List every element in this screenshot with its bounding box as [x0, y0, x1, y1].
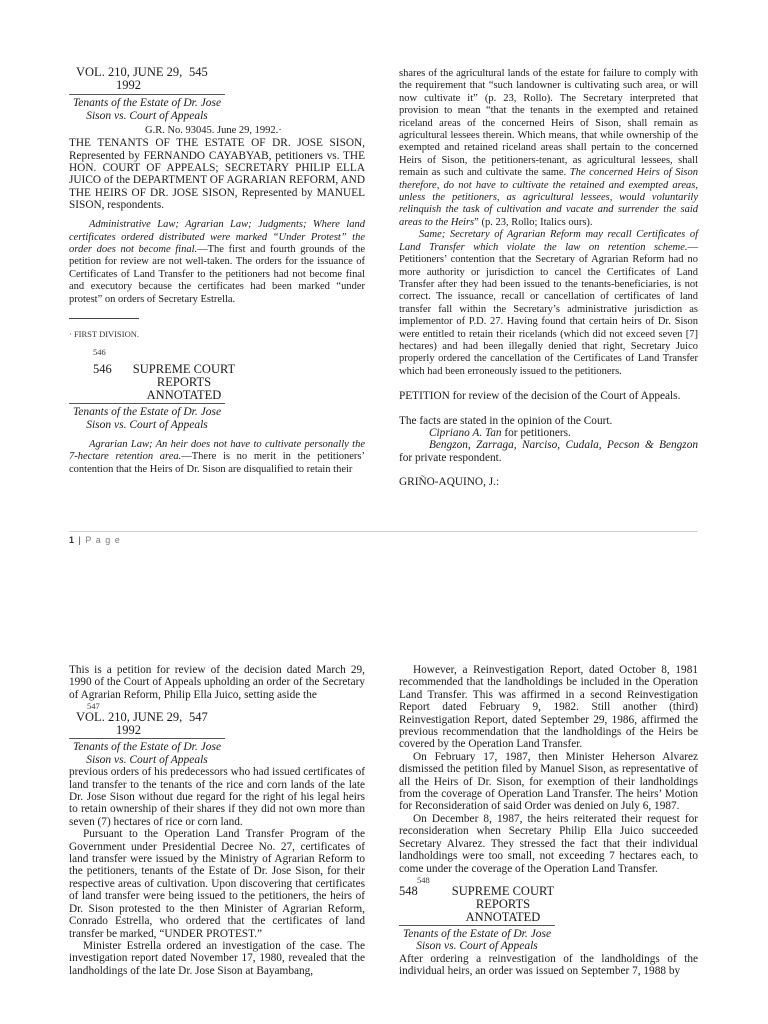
syllabus-paragraph-2	[69, 439, 365, 476]
case-parties: THE TENANTS OF THE ESTATE OF DR. JOSE SISON, Represented by FERNANDO CAYABYAB, petitioners vs. THE HON. COURT OF APPEALS; SECRETARY PHILIP ELLA JUICO of the DEPARTMENT OF AGRARIAN REFORM, AND THE HEIRS OF DR. JOSE SISON, Represented by MANUEL SISON, respondents.	[69, 137, 365, 211]
footnote-divider	[69, 318, 139, 319]
counsel-role: for petitioners.	[501, 426, 571, 439]
page-marker-547: 547	[87, 701, 100, 712]
facts-line: The facts are stated in the opinion of the Court.	[399, 414, 613, 427]
case-caption-2: Tenants of the Estate of Dr. Jose Sison vs. Court of Appeals	[69, 403, 225, 431]
page-number-4: 548	[399, 883, 418, 898]
case-caption-4: Tenants of the Estate of Dr. Jose Sison vs. Court of Appeals	[399, 925, 555, 953]
running-header	[69, 66, 365, 79]
counsel-role-2: for private respondent.	[399, 451, 502, 464]
page-number-2: 546	[93, 362, 112, 377]
syllabus-continuation	[399, 68, 698, 229]
body-paragraph-4: However, a Reinvestigation Report, dated October 8, 1981 recommended that the landholdings be included in the Operation Land Transfer. This was affirmed in a second Reinvestigation Report dated February 9, 1982. Still another (third) Reinvestigation Report, dated September 29, 1986, affirmed the previous recommendation that the landholdings of the Heirs be covered by the Operation Land Transfer.	[399, 664, 698, 751]
syllabus-text-2: —There is no merit in the petitioners’ contention that the Heirs of Dr. Sison are disqualified to retain their	[69, 451, 365, 475]
counsel-name: Cipriano A. Tan	[429, 426, 502, 439]
petition-line: PETITION for review of the decision of the Court of Appeals.	[399, 390, 681, 403]
syllabus-heading: Administrative Law; Agrarian Law; Judgments; Where land certificates ordered distributed were marked “Under Protest” the order does not become final.	[69, 219, 365, 255]
running-header-4	[399, 885, 698, 924]
counsel-name-2: Bengzon, Zarraga, Narciso, Cudala, Pecson & Bengzon	[429, 439, 698, 452]
body-paragraph-7: After ordering a reinvestigation of the landholdings of the individual heirs, an order was issued on September 7, 1988 by	[399, 952, 698, 978]
syllabus-paragraph-1	[69, 219, 365, 306]
case-caption: Tenants of the Estate of Dr. Jose Sison vs. Court of Appeals	[69, 94, 225, 122]
gr-number: G.R. No. 93045. June 29, 1992.·	[145, 125, 282, 136]
page-marker-548: 548	[417, 874, 430, 885]
running-header-3	[69, 711, 365, 724]
syllabus-heading-2: Agrarian Law; An heir does not have to cultivate personally the 7-hectare retention area.	[69, 439, 365, 463]
reporter-title: SUPREME COURT REPORTS ANNOTATED	[132, 362, 236, 403]
footer-page-number: 1	[69, 535, 76, 545]
intro-paragraph: This is a petition for review of the decision dated March 29, 1990 of the Court of Appeals upholding an order of the Secretary of Agrarian Reform, Philip Ella Juico, setting aside the	[69, 664, 365, 701]
page1-right-column	[399, 68, 698, 489]
body-paragraph-1: previous orders of his predecessors who had issued certificates of land transfer to the tenants of the rice and corn lands of the late Dr. Jose Sison without due regard for the right of his legal heirs to retain ownership of their shares if they did not own more than seven (7) hectares of rice or corn land.	[69, 766, 365, 828]
ponente: GRIÑO-AQUINO, J.:	[399, 476, 500, 489]
footer-separator: |	[75, 535, 86, 545]
page-number: 545	[189, 65, 208, 79]
counsel-petitioners	[399, 427, 698, 439]
continuation-end: ” (p. 23, Rollo; Italics ours).	[474, 216, 593, 228]
footer-divider	[69, 531, 698, 532]
page1-left-column	[69, 66, 365, 476]
body-paragraph-2: Pursuant to the Operation Land Transfer Program of the Government under Presidential Decree No. 27, certificates of land transfer were issued by the Ministry of Agrarian Reform to the petitioners, tenants of the Estate of Dr. Jose Sison, for their respective areas of cultivation. Upon discovering that certificates of land transfer were being issued to the petitioners, the heirs of Dr. Sison protested to the then Minister of Agrarian Reform, Conrado Estrella, who ordered that the certificates of land transfer be marked, “UNDER PROTEST.”	[69, 828, 365, 940]
volume-date-2: VOL. 210, JUNE 29,	[76, 710, 183, 725]
header-year-2: 1992	[116, 723, 141, 738]
continuation-italic: The concerned Heirs of Sison therefore, do not have to cultivate the retained and exempted areas, unless the petitioners, as agricultural lessees, would voluntarily relinquish the task of cultivation and vacate and surrender the said areas to the Heirs	[399, 167, 699, 228]
syllabus-text: —The first and fourth grounds of the petition for review are not well-taken. The orders for the issuance of Certificates of Land Transfer to the petitioners had not become final and executory because the certificates had been marked “under protest” on orders of Secretary Estrella.	[69, 244, 365, 305]
case-caption-3: Tenants of the Estate of Dr. Jose Sison vs. Court of Appeals	[69, 738, 225, 766]
syllabus-heading-3: Same; Secretary of Agrarian Reform may recall Certificates of Land Transfer which violate the law on retention scheme.	[399, 229, 698, 253]
reporter-title-2: SUPREME COURT REPORTS ANNOTATED	[451, 883, 555, 924]
footer-label: P a g e	[85, 535, 121, 545]
page2-left-column	[69, 664, 365, 977]
continuation-text: shares of the agricultural lands of the estate for failure to comply with the requirement that “such landowner is cultivating such area, or will now cultivate it” (p. 23, Rollo). The Secretary interpreted that provision to mean “that the tenants in the exempted and retained riceland areas of the concerned Heirs of Sison, shall remain as agricultural lessees therein. Which means, that while ownership of the exempted and retained riceland areas shall pertain to the concerned Heirs of Sison, the petitioners-tenant, as agricultural lessees, shall remain as such and cultivate the same.	[399, 68, 698, 179]
page2-right-column	[399, 664, 698, 978]
volume-date: VOL. 210, JUNE 29,	[76, 65, 183, 79]
page-marker: 546	[93, 347, 106, 358]
body-paragraph-5: On February 17, 1987, then Minister Heherson Alvarez dismissed the petition filed by Manuel Sison, as representative of all the Heirs of Dr. Sison, for exemption of their landholdings from the coverage of Operation Land Transfer. The heirs’ Motion for Reconsideration of said Order was denied on July 6, 1987.	[399, 750, 698, 813]
page-footer	[69, 535, 121, 545]
running-header-2	[69, 363, 365, 402]
footnote: · FIRST DIVISION.	[69, 329, 139, 340]
page-number-3: 547	[189, 710, 208, 725]
syllabus-paragraph-3	[399, 229, 698, 378]
syllabus-text-3: —Petitioners’ contention that the Secretary of Agrarian Reform had no more authority or jurisdiction to cancel the Certificates of Land Transfer after they had been issued to the tenants-beneficiaries, is not correct. The issuance, recall or cancellation of certificates of land transfer fall within the Secretary’s administrative jurisdiction as implementor of P.D. 27. Having found that certain heirs of Dr. Sison were entitled to retain their ricelands (which did not exceed seven [7] hectares) and had been illegally denied that right, Secretary Juico properly ordered the cancellation of the Certificates of Land Transfer which had been erroneously issued to the petitioners.	[399, 241, 698, 377]
header-year: 1992	[116, 78, 141, 92]
document-page-2	[0, 560, 768, 1024]
body-paragraph-3: Minister Estrella ordered an investigation of the case. The investigation report dated November 17, 1980, revealed that the landholdings of the late Dr. Jose Sison at Bayambang,	[69, 939, 365, 977]
counsel-respondent	[399, 439, 698, 464]
body-paragraph-6: On December 8, 1987, the heirs reiterated their request for reconsideration when Secretary Philip Ella Juico succeeded Secretary Alvarez. They stressed the fact that their individual landholdings were too small, not exceeding 7 hectares each, to come under the coverage of the Operation Land Transfer.	[399, 812, 698, 875]
